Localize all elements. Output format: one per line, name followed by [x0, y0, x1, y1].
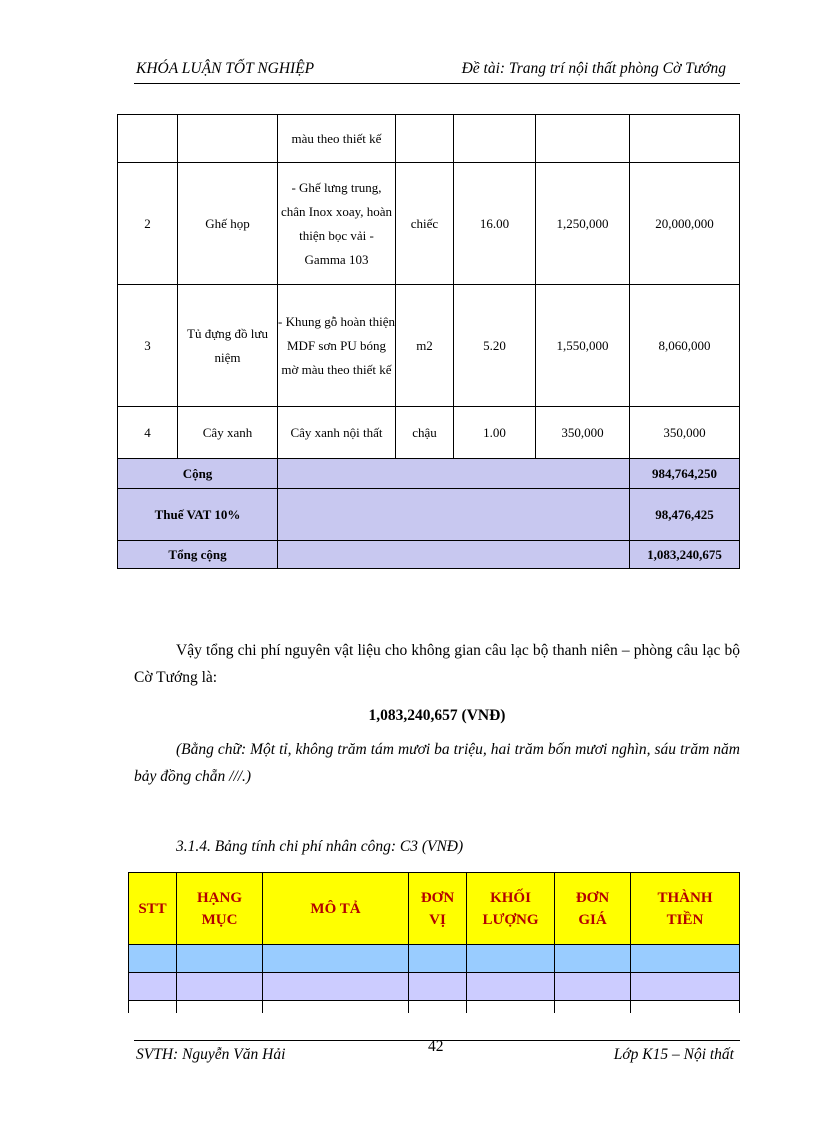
cell-total: 8,060,000 — [630, 285, 740, 407]
cell-price: 1,550,000 — [536, 285, 630, 407]
table-row — [118, 115, 740, 163]
summary-paragraph: Vậy tổng chi phí nguyên vật liệu cho không gian câu lạc bộ thanh niên – phòng câu lạc bộ Cờ Tướng là: — [134, 642, 740, 686]
cell-desc: - Ghế lưng trung, chân Inox xoay, hoàn thiện bọc vải - Gamma 103 — [278, 163, 396, 285]
table-row — [118, 285, 740, 407]
cell-qty: 5.20 — [454, 285, 536, 407]
header-item: HẠNG MỤC — [177, 873, 263, 945]
cell-desc: - Khung gỗ hoàn thiện MDF sơn PU bóng mờ màu theo thiết kế — [278, 285, 396, 407]
cell-item: Tủ đựng đồ lưu niệm — [178, 285, 278, 407]
cell-unit: chiếc — [396, 163, 454, 285]
header-price: ĐƠN GIÁ — [555, 873, 631, 945]
cell-stt: 4 — [118, 407, 178, 459]
grand-total-row — [118, 541, 740, 569]
cell-item: Ghế họp — [178, 163, 278, 285]
cell-total: 20,000,000 — [630, 163, 740, 285]
table-row — [118, 407, 740, 459]
vat-row — [118, 489, 740, 541]
footer-student: SVTH: Nguyễn Văn Hải — [136, 1046, 286, 1063]
sum-row — [118, 459, 740, 489]
cell-total: 350,000 — [630, 407, 740, 459]
cell-stt: 3 — [118, 285, 178, 407]
total-amount: 1,083,240,657 (VNĐ) — [368, 707, 506, 724]
header-unit: ĐƠN VỊ — [409, 873, 467, 945]
table-row — [129, 973, 740, 1001]
grand-total-value: 1,083,240,675 — [630, 541, 740, 569]
sum-label: Cộng — [118, 459, 278, 489]
sum-value: 984,764,250 — [630, 459, 740, 489]
header-topic: Đề tài: Trang trí nội thất phòng Cờ Tướng — [461, 60, 726, 77]
table-header-row — [129, 873, 740, 945]
labor-cost-table — [128, 872, 740, 1013]
grand-total-label: Tổng cộng — [118, 541, 278, 569]
cell-qty: 1.00 — [454, 407, 536, 459]
page-footer — [134, 1040, 740, 1070]
header-qty: KHỐI LƯỢNG — [467, 873, 555, 945]
vat-value: 98,476,425 — [630, 489, 740, 541]
cell-unit: chậu — [396, 407, 454, 459]
cell-desc: màu theo thiết kế — [278, 115, 396, 163]
page-header — [134, 58, 740, 84]
cell-stt: 2 — [118, 163, 178, 285]
table-row — [129, 945, 740, 973]
header-thesis-label: KHÓA LUẬN TỐT NGHIỆP — [136, 60, 315, 77]
page-number: 42 — [428, 1038, 444, 1055]
materials-cost-table — [117, 114, 740, 569]
table-row — [129, 1001, 740, 1013]
cell-qty: 16.00 — [454, 163, 536, 285]
footer-class: Lớp K15 – Nội thất — [613, 1046, 734, 1063]
amount-in-words: (Bằng chữ: Một tỉ, không trăm tám mươi ba triệu, hai trăm bốn mươi nghìn, sáu trăm năm bảy đồng chẵn ///.) — [134, 741, 740, 785]
cell-price: 1,250,000 — [536, 163, 630, 285]
table-row — [118, 163, 740, 285]
section-heading: 3.1.4. Bảng tính chi phí nhân công: C3 (VNĐ) — [176, 838, 464, 855]
cell-price: 350,000 — [536, 407, 630, 459]
header-total: THÀNH TIỀN — [631, 873, 740, 945]
cell-item: Cây xanh — [178, 407, 278, 459]
vat-label: Thuế VAT 10% — [118, 489, 278, 541]
header-stt: STT — [129, 873, 177, 945]
header-desc: MÔ TẢ — [263, 873, 409, 945]
cell-unit: m2 — [396, 285, 454, 407]
cell-desc: Cây xanh nội thất — [278, 407, 396, 459]
